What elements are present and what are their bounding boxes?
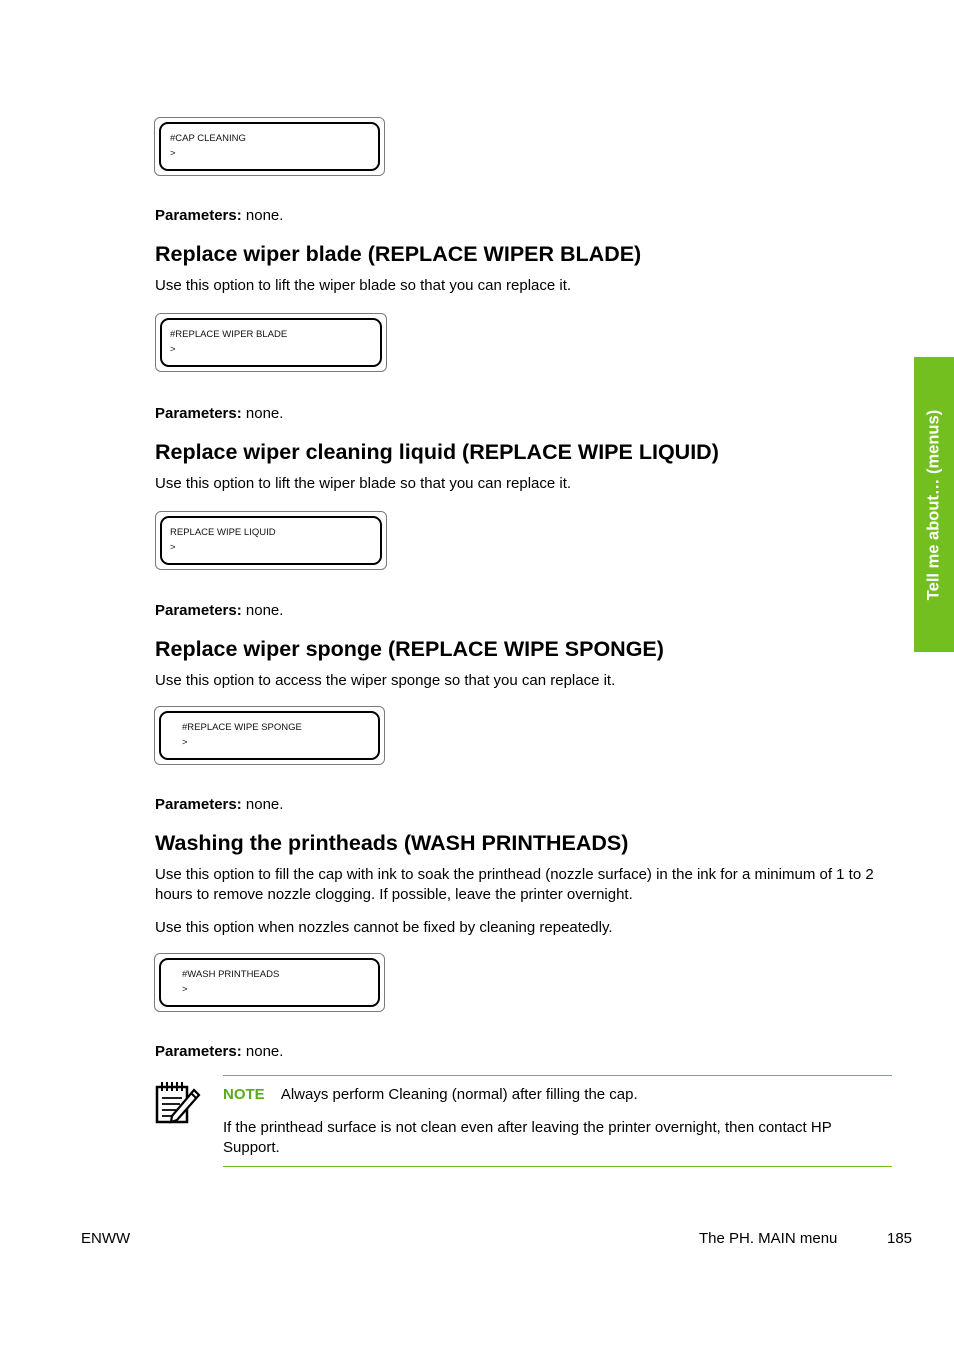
lcd-display-wash-printheads <box>154 953 385 1012</box>
lcd-line-2: > <box>182 737 188 748</box>
section-body-2: Use this option when nozzles cannot be fixed by cleaning repeatedly. <box>155 919 613 936</box>
parameters-value: none. <box>241 796 284 813</box>
parameters-label: Parameters: <box>155 602 242 619</box>
section-heading-replace-wipe-sponge: Replace wiper sponge (REPLACE WIPE SPONGE) <box>155 637 664 661</box>
lcd-screen <box>159 711 380 760</box>
section-body: Use this option to lift the wiper blade so that you can replace it. <box>155 277 572 294</box>
footer-page-number: 185 <box>887 1230 913 1247</box>
note-top-rule <box>223 1075 892 1076</box>
lcd-screen <box>160 318 382 367</box>
lcd-screen <box>159 122 380 171</box>
parameters-line <box>155 405 283 423</box>
parameters-line <box>155 207 283 225</box>
lcd-line-2: > <box>182 984 188 995</box>
section-body: Use this option to access the wiper sponge so that you can replace it. <box>155 672 616 689</box>
note-text-2: If the printhead surface is not clean even after leaving the printer overnight, then contact HP Support. <box>223 1119 832 1156</box>
note-pad-pencil-icon <box>154 1078 202 1126</box>
lcd-line-2: > <box>170 344 176 355</box>
parameters-line <box>155 602 283 620</box>
parameters-label: Parameters: <box>155 1043 242 1060</box>
lcd-line-1: #REPLACE WIPER BLADE <box>170 329 288 340</box>
parameters-line <box>155 796 283 814</box>
lcd-screen <box>160 516 382 565</box>
section-body: Use this option to fill the cap with ink to soak the printhead (nozzle surface) in the ink for a minimum of 1 to 2 hours to remove nozzle clogging. If possible, leave the printer overnight. <box>155 866 874 903</box>
section-heading-wash-printheads: Washing the printheads (WASH PRINTHEADS) <box>155 831 629 855</box>
parameters-value: none. <box>241 405 284 422</box>
section-body: Use this option to lift the wiper blade so that you can replace it. <box>155 475 572 492</box>
section-heading-replace-wiper-blade: Replace wiper blade (REPLACE WIPER BLADE) <box>155 242 642 266</box>
lcd-line-1: #CAP CLEANING <box>170 133 246 144</box>
side-thumb-tab <box>914 357 954 652</box>
parameters-line <box>155 1043 283 1061</box>
note-line-1 <box>223 1085 638 1105</box>
parameters-value: none. <box>241 1043 284 1060</box>
lcd-line-1: REPLACE WIPE LIQUID <box>170 527 276 538</box>
footer-section-title: The PH. MAIN menu <box>699 1230 838 1247</box>
lcd-display-replace-wipe-liquid <box>155 511 387 570</box>
side-tab-label: Tell me about… (menus) <box>924 409 943 600</box>
lcd-line-2: > <box>170 542 176 553</box>
lcd-display-cap-cleaning <box>154 117 385 176</box>
parameters-label: Parameters: <box>155 207 242 224</box>
parameters-value: none. <box>241 602 284 619</box>
parameters-label: Parameters: <box>155 796 242 813</box>
note-text-1: Always perform Cleaning (normal) after filling the cap. <box>280 1086 638 1103</box>
lcd-line-2: > <box>170 148 176 159</box>
lcd-screen <box>159 958 380 1007</box>
lcd-line-1: #REPLACE WIPE SPONGE <box>182 722 302 733</box>
lcd-display-replace-wipe-sponge <box>154 706 385 765</box>
parameters-label: Parameters: <box>155 405 242 422</box>
lcd-display-replace-wiper-blade <box>155 313 387 372</box>
parameters-value: none. <box>241 207 284 224</box>
note-bottom-rule <box>223 1166 892 1167</box>
footer-left: ENWW <box>81 1230 131 1247</box>
note-label: NOTE <box>223 1086 265 1103</box>
lcd-line-1: #WASH PRINTHEADS <box>182 969 280 980</box>
section-heading-replace-wipe-liquid: Replace wiper cleaning liquid (REPLACE WIPE LIQUID) <box>155 440 719 464</box>
